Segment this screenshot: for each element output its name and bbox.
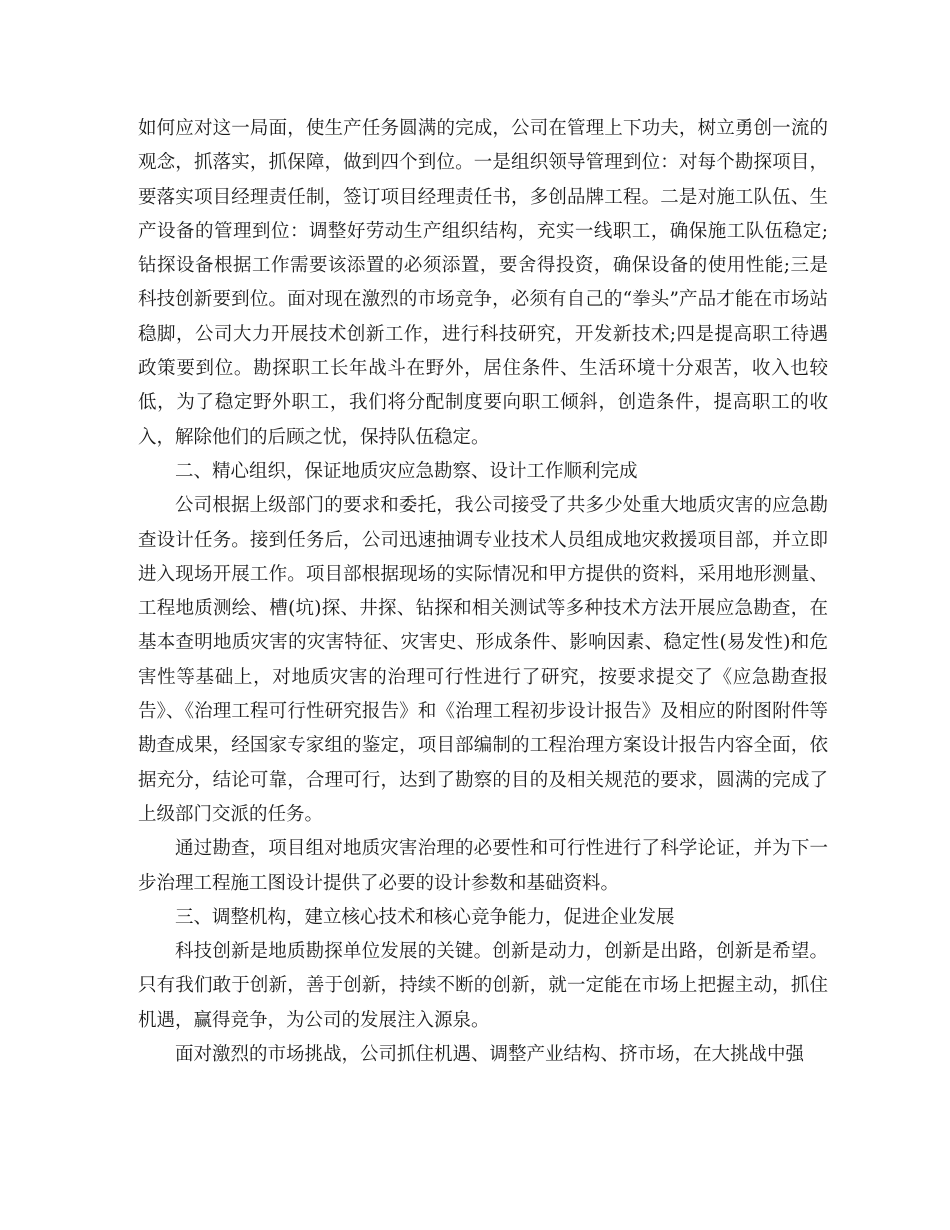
paragraph: 通过勘查，项目组对地质灾害治理的必要性和可行性进行了科学论证，并为下一步治理工程施工图设计提供了必要的设计参数和基础资料。: [138, 838, 828, 894]
paragraph-continuation: 如何应对这一局面，使生产任务圆满的完成，公司在管理上下功夫，树立勇创一流的观念，抓落实，抓保障，做到四个到位。一是组织领导管理到位：对每个勘探项目，要落实项目经理责任制，签订项目经理责任书，多创品牌工程。二是对施工队伍、生产设备的管理到位：调整好劳动生产组织结构，充实一线职工，确保施工队伍稳定;钻探设备根据工作需要该添置的必须添置，要舍得投资，确保设备的使用性能;三是科技创新要到位。面对现在激烈的市场竞争，必须有自己的“拳头”产品才能在市场站稳脚，公司大力开展技术创新工作，进行科技研究，开发新技术;四是提高职工待遇政策要到位。勘探职工长年战斗在野外，居住条件、生活环境十分艰苦，收入也较低，为了稳定野外职工，我们将分配制度要向职工倾斜，创造条件，提高职工的收入，解除他们的后顾之忧，保持队伍稳定。: [138, 118, 828, 448]
section-heading-3: 三、调整机构，建立核心技术和核心竞争能力，促进企业发展: [175, 906, 675, 928]
paragraph: 科技创新是地质勘探单位发展的关键。创新是动力，创新是出路，创新是希望。只有我们敢于创新，善于创新，持续不断的创新，就一定能在市场上把握主动，抓住机遇，赢得竞争，为公司的发展注入源泉。: [138, 941, 828, 1031]
section-heading-2: 二、精心组织，保证地质灾应急勘察、设计工作顺利完成: [175, 460, 638, 482]
paragraph: 公司根据上级部门的要求和委托，我公司接受了共多少处重大地质灾害的应急勘查设计任务。接到任务后，公司迅速抽调专业技术人员组成地灾救援项目部，并立即进入现场开展工作。项目部根据现场的实际情况和甲方提供的资料，采用地形测量、工程地质测绘、槽(坑)探、井探、钻探和相关测试等多种技术方法开展应急勘查，在基本查明地质灾害的灾害特征、灾害史、形成条件、影响因素、稳定性(易发性)和危害性等基础上，对地质灾害的治理可行性进行了研究，按要求提交了《应急勘查报告》、《治理工程可行性研究报告》和《治理工程初步设计报告》及相应的附图附件等勘查成果，经国家专家组的鉴定，项目部编制的工程治理方案设计报告内容全面，依据充分，结论可靠，合理可行，达到了勘察的目的及相关规范的要求，圆满的完成了上级部门交派的任务。: [138, 495, 828, 825]
paragraph: 面对激烈的市场挑战，公司抓住机遇、调整产业结构、挤市场，在大挑战中强: [175, 1044, 805, 1066]
document-body: [138, 112, 828, 1072]
